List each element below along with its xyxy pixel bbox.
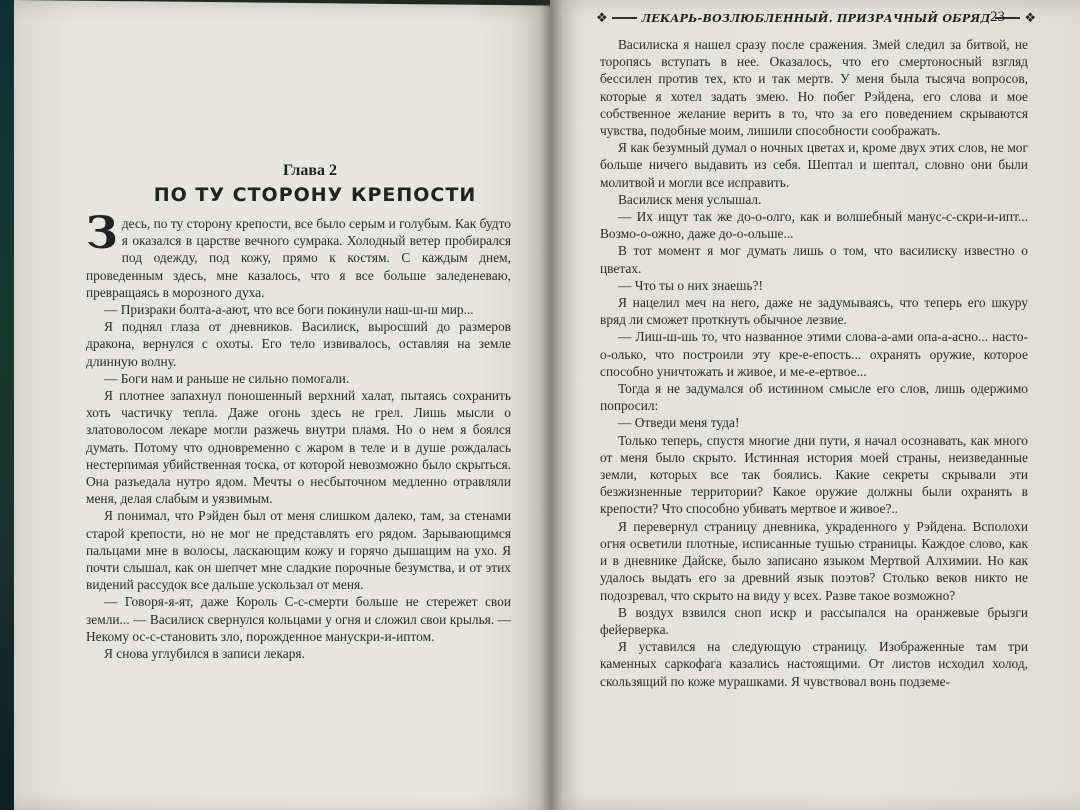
paragraph: Я как безумный думал о ночных цветах и, кроме двух этих слов, не мог больше ничего выдавить из себя. Шептал и шептал, словно они были молитвой и могли все исправить. [600, 140, 1028, 190]
drop-cap: З [86, 208, 118, 259]
paragraph: — Что ты о них знаешь?! [618, 277, 763, 293]
paragraph-text: десь, по ту сторону крепости, все было серым и голубым. Как будто я оказался в царстве вечного сумрака. Холодный ветер пробирался под одежду, под кожу, прямо к костям. С каждым днем, проведенным здесь, мне казалось, что я все больше заледеневаю, превращаясь в морозного духа. [86, 216, 511, 300]
header-ornament-left-icon: ❖ [596, 10, 608, 25]
paragraph: В воздух взвился сноп искр и рассыпался на оранжевые брызги фейерверка. [600, 604, 1028, 637]
paragraph [86, 208, 511, 301]
chapter-title: ПО ТУ СТОРОНУ КРЕПОСТИ [153, 184, 477, 206]
paragraph: Я снова углубился в записи лекаря. [104, 646, 305, 662]
paragraph: Я нацелил меч на него, даже не задумываясь, что теперь его шкуру вряд ли сможет проткнуть обычное лезвие. [600, 295, 1028, 328]
paragraph: — Лиш-ш-шь то, что названное этими слова-а-ами опа-а-асно... насто-о-олько, что построили эту кре-е-епость... охранять оружие, которое способно уничтожать и живое, и ме-е-ертвое... [600, 329, 1028, 379]
left-page-text [86, 208, 511, 662]
paragraph: Я уставился на следующую страницу. Изображенные там три каменных саркофага казались настоящими. От листов исходил холод, скользящий по коже мурашками. Я чувствовал вонь подземе- [600, 639, 1028, 689]
paragraph: Я понимал, что Рэйден был от меня слишком далеко, там, за стенами старой крепости, но не мог не представлять его рядом. Зарывающимся пальцами мне в волосы, ласкающим кожу и горячо дышащим на ухо. Я почти слышал, как он шепчет мне сладкие порочные безумства, и от этих видений рассудок все дальше ускользал от меня. [86, 508, 511, 593]
paragraph: — Их ищут так же до-о-олго, как и волшебный манус-с-скри-и-ипт... Возмо-о-ожно, даже до-о-ольше... [600, 209, 1028, 242]
header-title: ЛЕКАРЬ-ВОЗЛЮБЛЕННЫЙ. ПРИЗРАЧНЫЙ ОБРЯД [641, 11, 991, 25]
book-gutter [540, 0, 562, 810]
paragraph: В тот момент я мог думать лишь о том, что василиску известно о цветах. [600, 243, 1028, 276]
chapter-label: Глава 2 [283, 162, 337, 179]
running-header [596, 6, 1036, 30]
paragraph: Тогда я не задумался об истинном смысле его слов, лишь одержимо попросил: [600, 381, 1028, 414]
paragraph: — Боги нам и раньше не сильно помогали. [104, 370, 350, 386]
paragraph: — Отведи меня туда! [618, 415, 740, 431]
paragraph: Только теперь, спустя многие дни пути, я начал осознавать, как много от меня было скрыто. Истинная история моей страны, неизведанные земли, которых все так боялись. Какие секреты скрывали эти безжизненные территории? Какое оружие должны были охранять в крепости? Что способно убивать мертвое и живое?.. [600, 432, 1028, 517]
paragraph: Я плотнее запахнул поношенный верхний халат, пытаясь сохранить хоть частичку тепла. Даже огонь здесь не грел. Лишь мысли о златоволосом лекаре могли разжечь внутри пламя. Но о нем я боялся думать. Потому что одновременно с жаром в теле и в душе рождалась нестерпимая убийственная тоска, от которой невозможно было скрыться. Она разъедала нутро ядом. Мечты о несбыточном медленно отравляли меня, делая слабым и уязвимым. [86, 388, 511, 507]
paragraph: — Говоря-я-ят, даже Король С-с-смерти больше не стережет свои земли... — Василиск свернулся кольцами у огня и сложил свои крылья. — Некому ос-с-становить зло, порожденное манускри-и-иптом. [86, 594, 511, 644]
paragraph: Я поднял глаза от дневников. Василиск, выросший до размеров дракона, вернулся с охоты. Его тело извивалось, оставляя на земле длинную волну. [86, 319, 511, 369]
paragraph: — Призраки болта-а-ают, что все боги покинули наш-ш-ш мир... [104, 302, 474, 318]
right-page-text [600, 36, 1028, 690]
paragraph: Василиска я нашел сразу после сражения. Змей следил за битвой, не торопясь вступать в нее. Оказалось, что его смертоносный взгляд бессилен против тех, кто и так мертв. У меня была тысяча вопросов, которые я хотел задать змею. Но побег Рэйдена, его слова и мое собственное желание верить в то, что за его поведением скрываются чувства, подобные моим, лишили способности соображать. [600, 37, 1028, 139]
page-number: 23 [990, 9, 1005, 25]
paragraph: Я перевернул страницу дневника, украденного у Рэйдена. Всполохи огня осветили плотные, исписанные тушью страницы. Каждое слово, как и в дневнике Дайске, было записано языком Мертвой Алхимии. Но как удалось выдать его за древний язык поэтов? Столько веков никто не подозревал, что скрыто на виду у всех. Разве такое возможно? [600, 518, 1028, 603]
paragraph: Василиск меня услышал. [618, 191, 762, 207]
header-rule-left [612, 17, 638, 19]
header-ornament-right-icon: ❖ [1024, 10, 1037, 25]
